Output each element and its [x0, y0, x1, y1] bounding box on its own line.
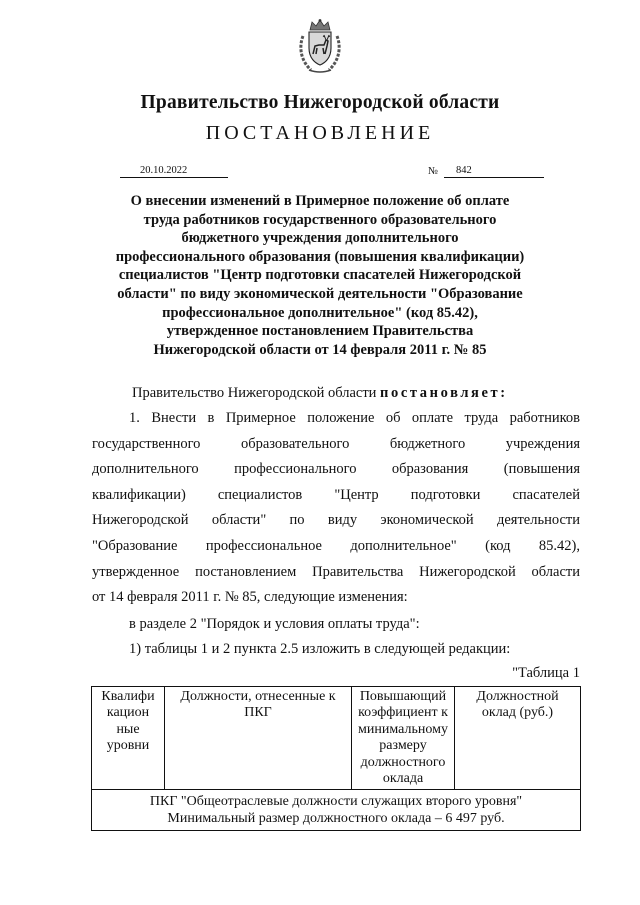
heading-line: области" по виду экономической деятельности "Образование	[117, 285, 523, 302]
group-min-salary: Минимальный размер должностного оклада – 6 497 руб.	[167, 811, 505, 827]
header-coefficient: Повышающий коэффициент к минимальному размеру должностного оклада	[352, 687, 455, 790]
paragraph-2: в разделе 2 "Порядок и условия оплаты труда":	[129, 616, 420, 632]
paragraph-line: от 14 февраля 2011 г. № 85, следующие изменения:	[92, 589, 408, 606]
paragraph-line: утвержденное постановлением Правительства Нижегородской области	[92, 563, 580, 580]
document-type: ПОСТАНОВЛЕНИЕ	[205, 122, 435, 144]
heading-line: труда работников государственного образовательного	[143, 211, 497, 228]
heading-line: бюджетного учреждения дополнительного	[181, 230, 459, 247]
coat-of-arms-icon	[297, 18, 343, 74]
coat-of-arms-emblem	[297, 18, 343, 74]
number-label: №	[428, 166, 439, 177]
salary-table	[91, 686, 581, 831]
document-date: 20.10.2022	[120, 164, 228, 178]
paragraph-line: Нижегородской области" по виду экономической деятельности	[92, 512, 580, 529]
table-header-row	[92, 687, 581, 790]
paragraph-line: государственного образовательного бюджетного учреждения	[92, 435, 580, 452]
preamble	[92, 381, 580, 407]
group-cell	[92, 790, 581, 831]
heading-line: Нижегородской области от 14 февраля 2011 г. № 85	[153, 341, 487, 358]
group-title: ПКГ "Общеотраслевые должности служащих второго уровня"	[149, 794, 523, 810]
heading-line: профессионального образования (повышения квалификации)	[115, 248, 525, 265]
paragraph-line: квалификации) специалистов "Центр подготовки спасателей	[92, 486, 580, 503]
heading-line: О внесении изменений в Примерное положение об оплате	[130, 193, 510, 209]
paragraph-1	[92, 406, 580, 611]
table-label: "Таблица 1	[512, 665, 580, 681]
table-group-row	[92, 790, 581, 831]
government-title: Правительство Нижегородской области	[140, 92, 500, 113]
heading-line: профессиональное дополнительное" (код 85.42),	[162, 304, 478, 321]
paragraph-3: 1) таблицы 1 и 2 пункта 2.5 изложить в следующей редакции:	[129, 641, 511, 657]
paragraph-line: 1. Внести в Примерное положение об оплате труда работников	[129, 410, 580, 426]
preamble-resolves: постановляет:	[380, 385, 508, 401]
paragraph-line: "Образование профессиональное дополнительное" (код 85.42),	[92, 537, 580, 554]
preamble-text: Правительство Нижегородской области	[132, 385, 377, 401]
header-positions: Должности, отнесенные к ПКГ	[165, 687, 352, 790]
header-qualification-levels: Квалифи кацион ные уровни	[92, 687, 165, 790]
heading-line: специалистов "Центр подготовки спасателей Нижегородской	[118, 267, 522, 284]
document-number: 842	[444, 164, 544, 178]
paragraph-line: дополнительного профессионального образования (повышения	[92, 461, 580, 478]
heading-line: утвержденное постановлением Правительства	[166, 323, 474, 340]
header-salary: Должностной оклад (руб.)	[455, 687, 581, 790]
document-heading	[100, 192, 540, 359]
